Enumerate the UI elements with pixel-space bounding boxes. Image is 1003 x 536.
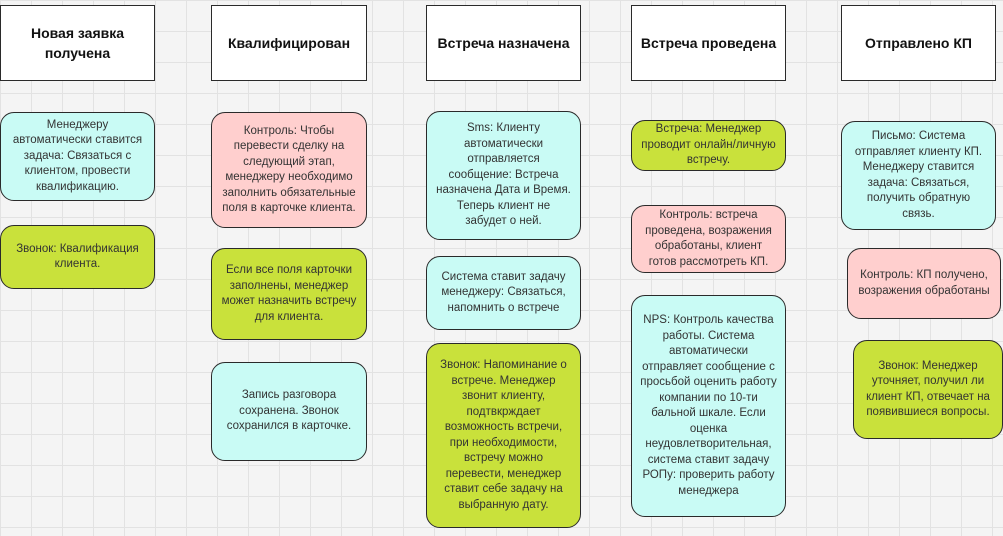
card-meeting-online[interactable]: Встреча: Менеджер проводит онлайн/личную встречу.	[631, 120, 786, 171]
column-header-new-request[interactable]: Новая заявка получена	[0, 5, 155, 81]
card-control-proposal-received[interactable]: Контроль: КП получено, возражения обработаны	[847, 248, 1001, 319]
column-header-proposal-sent[interactable]: Отправлено КП	[841, 5, 996, 81]
card-nps-quality-control[interactable]: NPS: Контроль качества работы. Система автоматически отправляет сообщение с просьбой оценить работу компании по 10-ти бальной шкале. Если оценка неудовлетворительная, система ставит задачу РОПу: проверить работу менеджера	[631, 295, 786, 517]
card-control-meeting-held[interactable]: Контроль: встреча проведена, возражения обработаны, клиент готов рассмотреть КП.	[631, 205, 786, 273]
column-header-meeting-held[interactable]: Встреча проведена	[631, 5, 786, 81]
card-task-qualification[interactable]: Менеджеру автоматически ставится задача: Связаться с клиентом, провести квалификацию.	[0, 112, 155, 201]
card-control-required-fields[interactable]: Контроль: Чтобы перевести сделку на следующий этап, менеджеру необходимо заполнить обязательные поля в карточке клиента.	[211, 112, 367, 228]
card-call-recording-saved[interactable]: Запись разговора сохранена. Звонок сохранился в карточке.	[211, 362, 367, 461]
card-email-proposal[interactable]: Письмо: Система отправляет клиенту КП. Менеджеру ставится задача: Связаться, получить обратную связь.	[841, 121, 996, 230]
column-header-qualified[interactable]: Квалифицирован	[211, 5, 367, 81]
card-schedule-meeting[interactable]: Если все поля карточки заполнены, менеджер может назначить встречу для клиента.	[211, 248, 367, 340]
card-call-proposal-followup[interactable]: Звонок: Менеджер уточняет, получил ли клиент КП, отвечает на появившиеся вопросы.	[853, 340, 1003, 439]
card-sms-meeting-reminder[interactable]: Sms: Клиенту автоматически отправляется сообщение: Встреча назначена Дата и Время. Теперь клиент не забудет о ней.	[426, 111, 581, 240]
card-task-remind-meeting[interactable]: Система ставит задачу менеджеру: Связаться, напомнить о встрече	[426, 256, 581, 330]
card-call-qualification[interactable]: Звонок: Квалификация клиента.	[0, 225, 155, 289]
card-call-meeting-reminder[interactable]: Звонок: Напоминание о встрече. Менеджер звонит клиенту, подтвкрждает возможность встречи, при необходимости, встречу можно перевести, менеджер ставит себе задачу на выбранную дату.	[426, 343, 581, 528]
column-header-meeting-scheduled[interactable]: Встреча назначена	[426, 5, 581, 81]
